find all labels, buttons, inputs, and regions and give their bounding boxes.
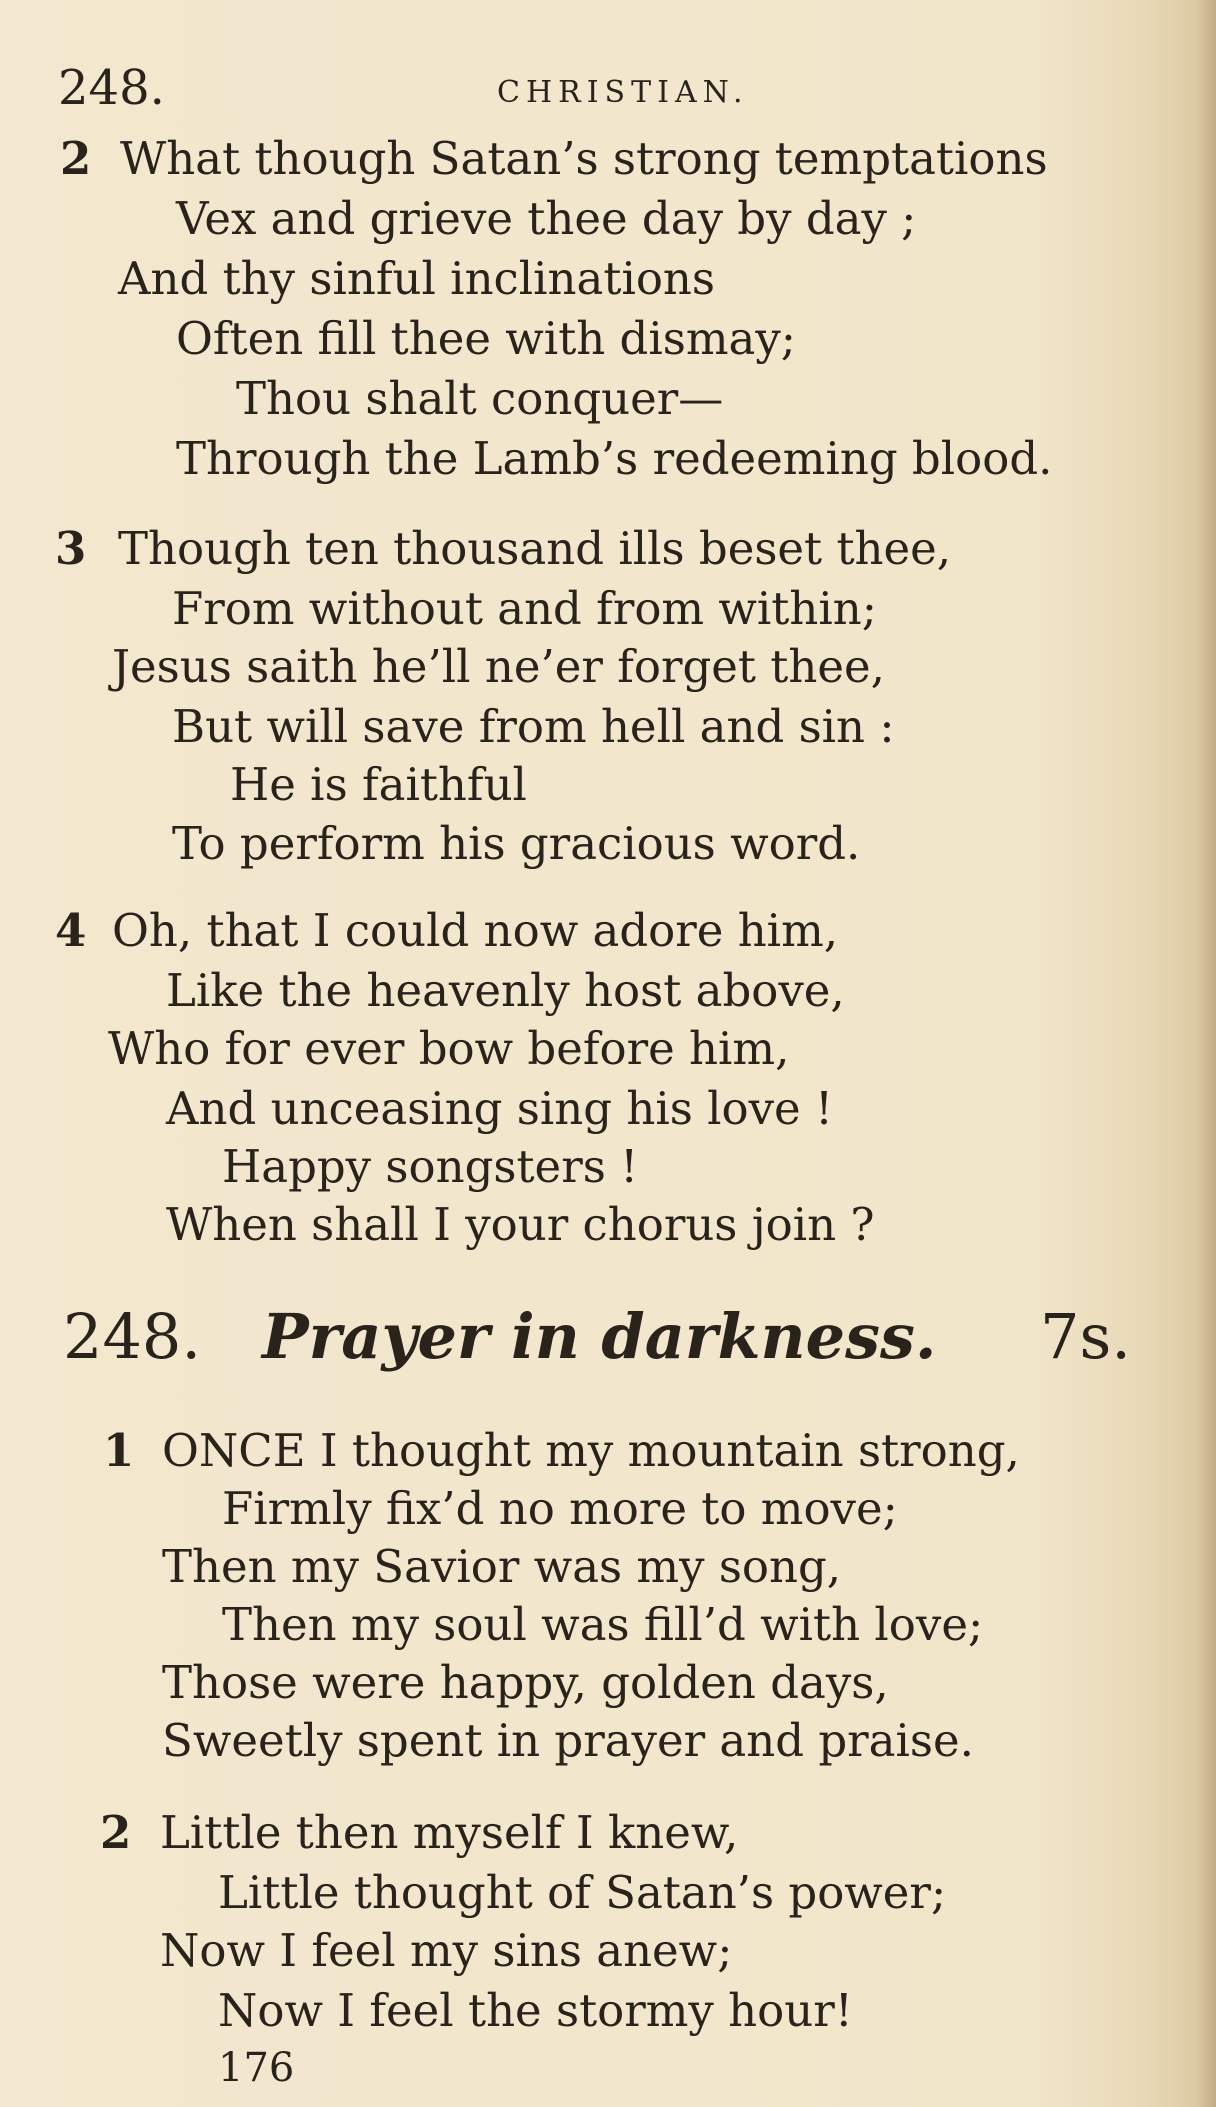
verse-line: Sweetly spent in prayer and praise. — [162, 1714, 974, 1767]
verse-line: Often fill thee with dismay; — [176, 312, 796, 365]
verse-line: What though Satan’s strong temptations — [120, 132, 1048, 185]
stanza-number: 2 — [60, 132, 92, 185]
verse-line: Thou shalt conquer— — [236, 372, 724, 425]
page-number: 248. — [58, 60, 165, 116]
verse-line: Those were happy, golden days, — [162, 1656, 889, 1709]
verse-line: He is faithful — [230, 758, 527, 811]
verse-line: ONCE I thought my mountain strong, — [162, 1424, 1020, 1477]
verse-line: From without and from within; — [172, 582, 877, 635]
verse-line: Vex and grieve thee day by day ; — [176, 192, 917, 245]
verse-line: But will save from hell and sin : — [172, 700, 895, 753]
page-edge — [1196, 0, 1216, 2107]
hymn-meter: 7s. — [1040, 1300, 1131, 1373]
verse-line: Firmly fix’d no more to move; — [222, 1482, 898, 1535]
verse-line: Now I feel my sins anew; — [160, 1924, 733, 1977]
stanza-number: 4 — [55, 904, 87, 957]
verse-line: Through the Lamb’s redeeming blood. — [176, 432, 1053, 485]
running-title: CHRISTIAN. — [497, 75, 749, 110]
stanza-number: 3 — [55, 522, 87, 575]
stanza-number: 2 — [100, 1806, 132, 1859]
verse-line: To perform his gracious word. — [172, 817, 861, 870]
verse-line: Little then myself I knew, — [160, 1806, 739, 1859]
signature-mark: 176 — [218, 2045, 295, 2091]
verse-line: Oh, that I could now adore him, — [112, 904, 839, 957]
verse-line: Then my soul was fill’d with love; — [222, 1598, 984, 1651]
verse-line: And unceasing sing his love ! — [166, 1082, 834, 1135]
verse-line: And thy sinful inclinations — [118, 252, 715, 305]
verse-line: When shall I your chorus join ? — [166, 1198, 875, 1251]
verse-line: Though ten thousand ills beset thee, — [118, 522, 952, 575]
verse-line: Little thought of Satan’s power; — [218, 1866, 947, 1919]
hymn-title: Prayer in darkness. — [262, 1300, 937, 1373]
verse-line: Now I feel the stormy hour! — [218, 1984, 853, 2037]
verse-line: Happy songsters ! — [222, 1140, 639, 1193]
stanza-number: 1 — [103, 1424, 135, 1477]
hymn-number: 248. — [63, 1300, 202, 1373]
verse-line: Then my Savior was my song, — [162, 1540, 842, 1593]
verse-line: Like the heavenly host above, — [166, 964, 845, 1017]
verse-line: Who for ever bow before him, — [108, 1022, 790, 1075]
verse-line: Jesus saith he’ll ne’er forget thee, — [112, 640, 885, 693]
